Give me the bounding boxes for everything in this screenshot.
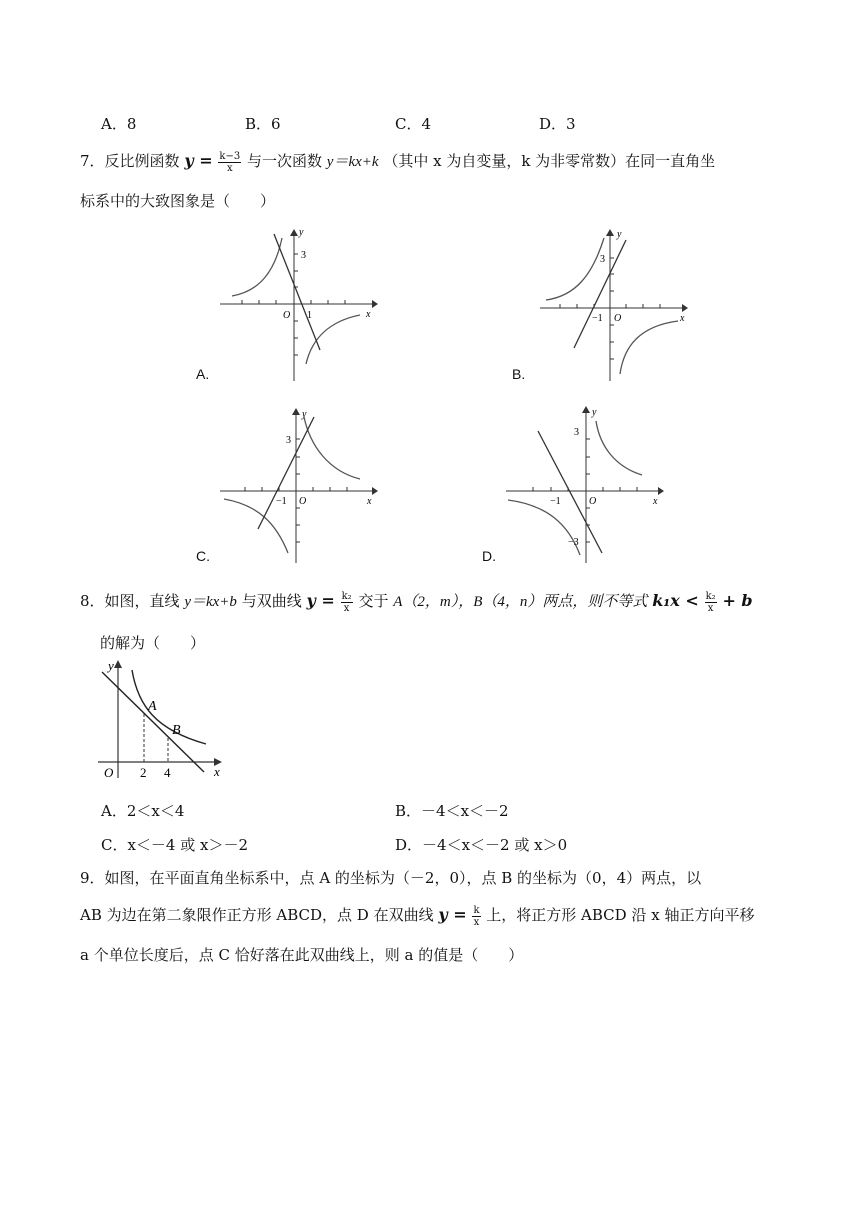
q8-ineq-fraction: $\frac{\text{k₂}}{x}$ xyxy=(705,590,716,614)
q8-fig-b: B xyxy=(172,723,181,738)
graph-c-three: 3 xyxy=(286,435,291,446)
graph-b-three: 3 xyxy=(600,254,605,265)
graph-c-o: O xyxy=(299,496,307,507)
graph-d-neg-three: −3 xyxy=(568,537,579,548)
graph-a-y: y xyxy=(299,227,304,238)
q7-option-b-label: B. xyxy=(512,366,526,382)
q9-line-2: AB 为边在第二象限作正方形 ABCD，点 D 在双曲线 y = $\frac{k}{x}$ 上，将正方形 ABCD 沿 x 轴正方向平移 xyxy=(80,904,755,928)
q8-option-b: B．－4＜x＜－2 xyxy=(395,802,509,820)
graph-c-y: y xyxy=(302,409,307,420)
graph-b-y: y xyxy=(617,229,622,240)
graph-d-three: 3 xyxy=(574,427,579,438)
graph-b-o: O xyxy=(614,313,622,324)
q7-line-1: 7．反比例函数 y = $\frac{k-3}{x}$ 与一次函数 y＝kx+k （其中 x 为自变量，k 为非零常数）在同一直角坐 xyxy=(80,150,716,174)
q8-fig-o: O xyxy=(104,765,114,780)
q7-option-a-label: A. xyxy=(196,366,210,382)
q9-fraction: $\frac{k}{x}$ xyxy=(473,904,480,928)
graph-c-neg-one: −1 xyxy=(276,496,287,507)
q7-line-2: 标系中的大致图象是（ ） xyxy=(80,192,276,210)
q7-graph-b xyxy=(540,226,690,384)
q8-option-d: D．－4＜x＜－2 或 x＞0 xyxy=(395,836,568,854)
q8-fig-a: A xyxy=(148,699,157,714)
q9-line-3: a 个单位长度后，点 C 恰好落在此双曲线上，则 a 的值是（ ） xyxy=(80,946,524,964)
graph-a-three: 3 xyxy=(301,250,306,261)
graph-b-neg-one: −1 xyxy=(592,313,603,324)
q8-option-c: C．x＜－4 或 x＞－2 xyxy=(101,836,249,854)
q8-fig-y: y xyxy=(108,658,114,673)
graph-d-o: O xyxy=(589,496,597,507)
q7-graph-d xyxy=(506,403,666,565)
q6-option-a: A．8 xyxy=(101,115,137,133)
q8-fig-x: x xyxy=(214,764,220,779)
q8-fraction: $\frac{\text{k₂}}{x}$ xyxy=(341,590,352,614)
q8-fig-four: 4 xyxy=(164,765,171,780)
graph-d-x: x xyxy=(653,496,658,507)
q6-option-c: C．4 xyxy=(395,115,432,133)
q6-option-b: B．6 xyxy=(245,115,281,133)
graph-c-x: x xyxy=(367,496,372,507)
q7-option-d-label: D. xyxy=(482,548,496,564)
q7-fraction: $\frac{k-3}{x}$ xyxy=(219,150,241,174)
q7-option-c-label: C. xyxy=(196,548,210,564)
q7-graph-a xyxy=(220,226,380,384)
graph-a-x: x xyxy=(366,309,371,320)
graph-a-one: 1 xyxy=(307,310,312,321)
q8-figure xyxy=(96,656,226,780)
graph-d-y: y xyxy=(592,407,597,418)
q6-option-d: D．3 xyxy=(539,115,576,133)
q8-line-2: 的解为（ ） xyxy=(100,634,206,652)
q8-option-a: A．2＜x＜4 xyxy=(101,802,185,820)
graph-b-x: x xyxy=(680,313,685,324)
q8-line-1: 8．如图，直线 y＝kx+b 与双曲线 y = $\frac{\text{k₂}}{x}$ 交于 A（2，m），B（4，n）两点，则不等式 k₁x < $\frac{\text{k₂}}{x}$ + b xyxy=(80,590,753,614)
q7-graph-c xyxy=(220,405,380,565)
q9-line-1: 9．如图，在平面直角坐标系中，点 A 的坐标为（－2，0），点 B 的坐标为（0，4）两点，以 xyxy=(80,869,702,887)
q8-fig-two: 2 xyxy=(140,765,147,780)
graph-a-o: O xyxy=(283,310,291,321)
graph-d-neg-one: −1 xyxy=(550,496,561,507)
